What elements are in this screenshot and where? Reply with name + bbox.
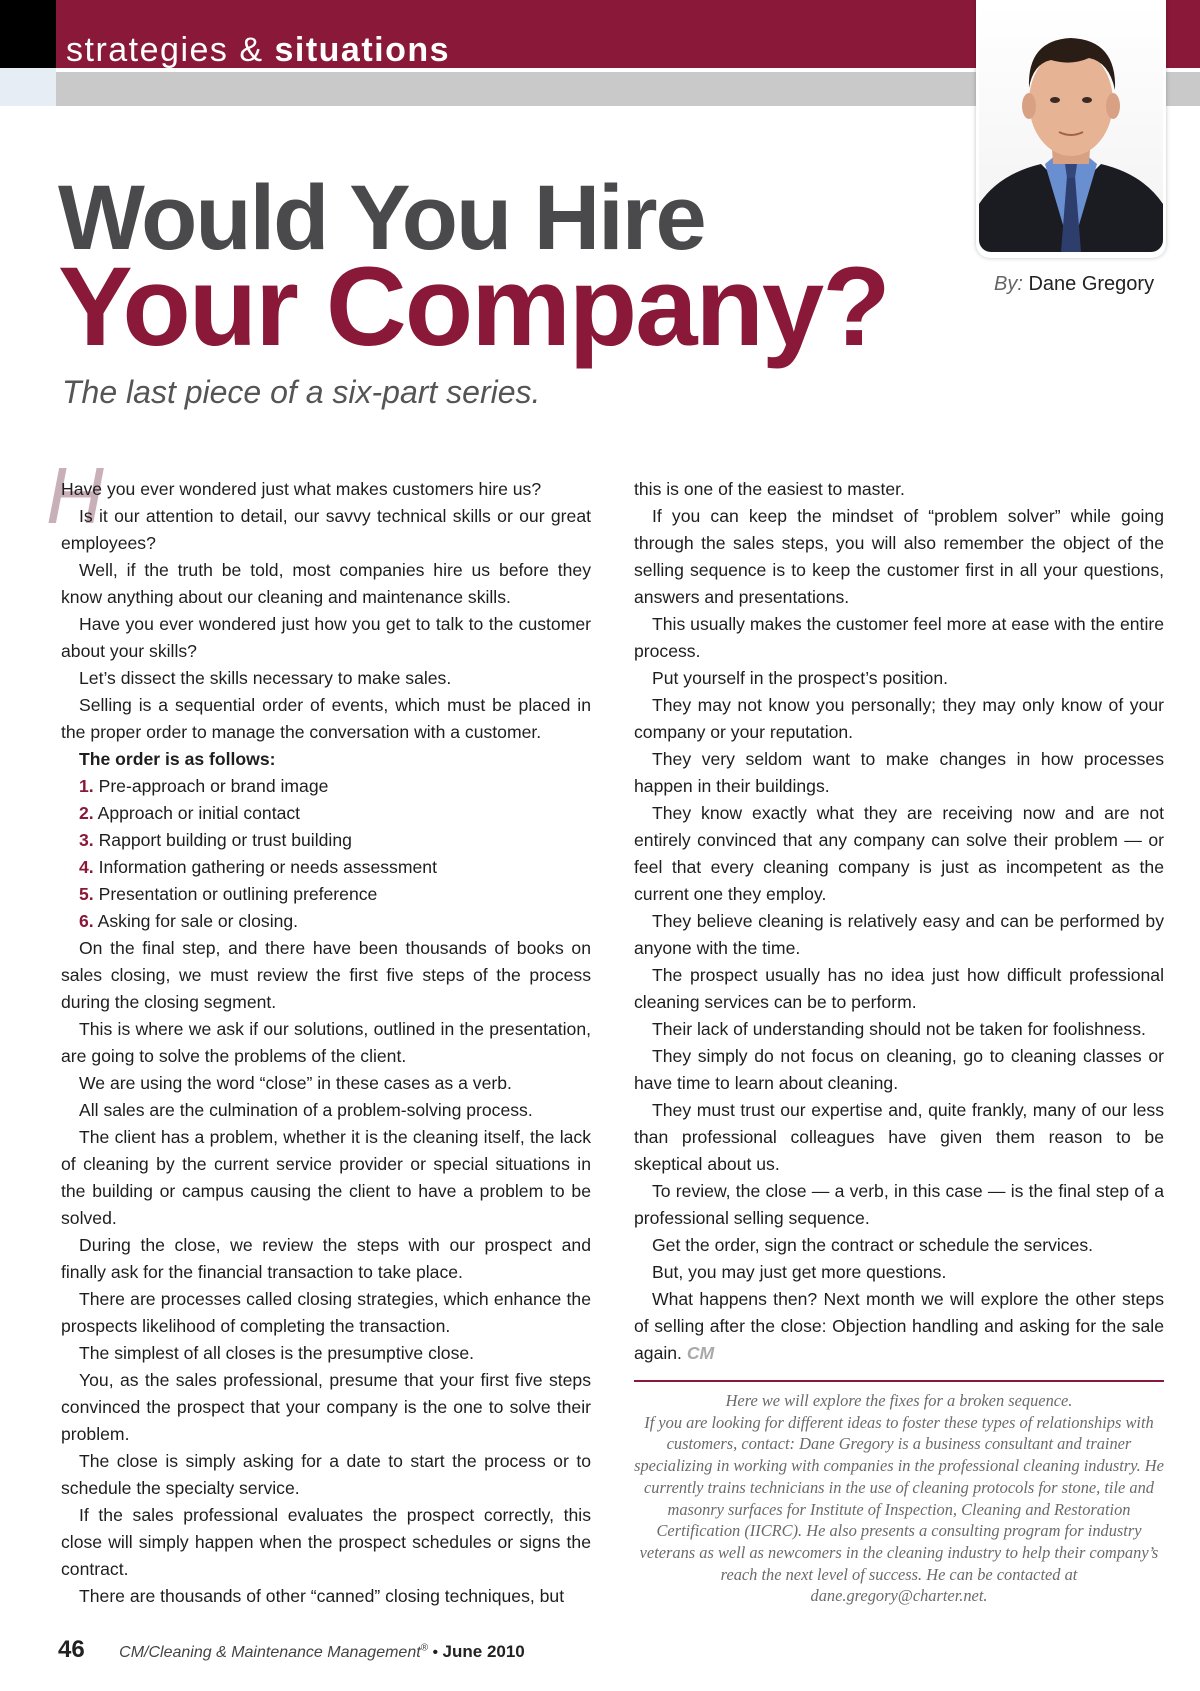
headline-line-2: Your Company? — [58, 244, 889, 369]
paragraph: They may not know you personally; they may only know of your company or your reputation. — [634, 695, 1164, 742]
article-column-left — [61, 476, 591, 1610]
issue-date: June 2010 — [442, 1642, 525, 1661]
header-corner-block — [0, 0, 56, 68]
paragraph: We are using the word “close” in these cases as a verb. — [79, 1073, 512, 1093]
paragraph: Put yourself in the prospect’s position. — [652, 668, 949, 688]
closing-paragraph — [634, 1286, 1164, 1367]
deck-subtitle: The last piece of a six-part series. — [62, 374, 541, 410]
paragraph: If you can keep the mindset of “problem solver” while going through the sales steps, you will also remember the object of the selling sequence is to keep the customer first in all your questions, answers and presentations. — [634, 506, 1164, 607]
list-item — [61, 800, 591, 827]
list-item — [61, 827, 591, 854]
paragraph: The close is simply asking for a date to start the process or to schedule the specialty service. — [61, 1451, 591, 1498]
author-portrait-icon — [979, 4, 1163, 252]
list-number: 2. — [79, 803, 94, 823]
paragraph: This usually makes the customer feel more at ease with the entire process. — [634, 614, 1164, 661]
paragraph: Get the order, sign the contract or schedule the services. — [652, 1235, 1094, 1255]
paragraph: Have you ever wondered just what makes customers hire us? — [61, 479, 542, 499]
paragraph: The client has a problem, whether it is the cleaning itself, the lack of cleaning by the current service provider or special situations in the building or campus causing the client to have a problem to be solved. — [61, 1127, 591, 1228]
author-bio — [634, 1390, 1164, 1607]
paragraph: All sales are the culmination of a problem-solving process. — [79, 1100, 533, 1120]
header-corner-tint — [0, 68, 56, 106]
list-number: 1. — [79, 776, 94, 796]
paragraph: There are thousands of other “canned” closing techniques, but — [79, 1586, 565, 1606]
page-number: 46 — [58, 1636, 85, 1663]
paragraph: Let’s dissect the skills necessary to make sales. — [79, 668, 452, 688]
paragraph: Have you ever wondered just how you get to talk to the customer about your skills? — [61, 614, 591, 661]
list-text: Presentation or outlining preference — [98, 884, 378, 904]
byline-label: By: — [994, 273, 1023, 295]
bio-divider — [634, 1380, 1164, 1382]
list-item — [61, 773, 591, 800]
paragraph: Their lack of understanding should not be taken for foolishness. — [652, 1019, 1146, 1039]
drop-cap: H — [46, 451, 104, 540]
list-text: Approach or initial contact — [97, 803, 301, 823]
paragraph: This is where we ask if our solutions, outlined in the presentation, are going to solve the problems of the client. — [61, 1019, 591, 1066]
list-number: 4. — [79, 857, 94, 877]
list-text: Pre-approach or brand image — [98, 776, 329, 796]
paragraph: On the final step, and there have been thousands of books on sales closing, we must review the first five steps of the process during the closing segment. — [61, 938, 591, 1012]
publication-title: CM/Cleaning & Maintenance Management — [119, 1644, 421, 1661]
article-column-right — [634, 476, 1164, 1367]
paragraph: If the sales professional evaluates the prospect correctly, this close will simply happen when the prospect schedules or signs the contract. — [61, 1505, 591, 1579]
list-number: 5. — [79, 884, 94, 904]
paragraph: They very seldom want to make changes in how processes happen in their buildings. — [634, 749, 1164, 796]
list-number: 3. — [79, 830, 94, 850]
footer-separator: • — [432, 1644, 439, 1661]
end-mark: CM — [686, 1343, 715, 1363]
paragraph: Well, if the truth be told, most companies hire us before they know anything about our cleaning and maintenance skills. — [61, 560, 591, 607]
paragraph: To review, the close — a verb, in this case — is the final step of a professional selling sequence. — [634, 1181, 1164, 1228]
list-item — [61, 881, 591, 908]
paragraph: They believe cleaning is relatively easy and can be performed by anyone with the time. — [634, 911, 1164, 958]
bio-line: Here we will explore the fixes for a broken sequence. — [725, 1391, 1073, 1410]
page-footer — [58, 1636, 525, 1664]
headline-line-1: Would You Hire — [58, 167, 705, 269]
paragraph: The simplest of all closes is the presumptive close. — [79, 1343, 475, 1363]
registered-mark: ® — [420, 1642, 429, 1654]
paragraph: Selling is a sequential order of events, which must be placed in the proper order to manage the conversation with a customer. — [61, 695, 591, 742]
list-item — [61, 854, 591, 881]
section-label — [66, 30, 450, 70]
list-item — [61, 908, 591, 935]
list-text: Information gathering or needs assessment — [98, 857, 437, 877]
paragraph: this is one of the easiest to master. — [634, 479, 905, 499]
paragraph: Is it our attention to detail, our savvy technical skills or our great employees? — [61, 506, 591, 553]
bio-text: If you are looking for different ideas to foster these types of relationships with customers, contact: Dane Gregory is a business consultant and trainer specializing in working with companies in the professional cleaning industry. He currently trains technicians in the use of cleaning protocols for stone, tile and masonry surfaces for Institute of Inspection, Cleaning and Restoration Certification (IICRC). He also presents a consulting program for industry veterans as well as newcomers in the cleaning industry to help their company’s reach the next level of success. He can be contacted at dane.gregory@charter.net. — [634, 1412, 1164, 1606]
list-text: Asking for sale or closing. — [97, 911, 299, 931]
paragraph: You, as the sales professional, presume that your first five steps convinced the prospect that your company is the one to solve their problem. — [61, 1370, 591, 1444]
publication-name — [119, 1644, 428, 1661]
byline-author: Dane Gregory — [1028, 273, 1155, 295]
paragraph: There are processes called closing strategies, which enhance the prospects likelihood of completing the transaction. — [61, 1289, 591, 1336]
section-label-light: strategies & — [66, 31, 275, 69]
section-label-bold: situations — [274, 31, 451, 69]
paragraph: The prospect usually has no idea just how difficult professional cleaning services can be to perform. — [634, 965, 1164, 1012]
paragraph: During the close, we review the steps with our prospect and finally ask for the financial transaction to take place. — [61, 1235, 591, 1282]
list-number: 6. — [79, 911, 94, 931]
paragraph-text: What happens then? Next month we will explore the other steps of selling after the close: Objection handling and asking for the sale again. — [634, 1289, 1164, 1363]
paragraph: They simply do not focus on cleaning, go to cleaning classes or have time to learn about cleaning. — [634, 1046, 1164, 1093]
paragraph: They must trust our expertise and, quite frankly, many of our less than professional colleagues have given them reason to be skeptical about us. — [634, 1100, 1164, 1174]
paragraph: They know exactly what they are receiving now and are not entirely convinced that any company can solve their problem — or feel that every cleaning company is just as incompetent as the current one they employ. — [634, 803, 1164, 904]
byline — [994, 273, 1154, 296]
author-photo-frame — [976, 0, 1166, 258]
list-text: Rapport building or trust building — [98, 830, 352, 850]
order-heading: The order is as follows: — [79, 749, 276, 769]
paragraph: But, you may just get more questions. — [652, 1262, 947, 1282]
